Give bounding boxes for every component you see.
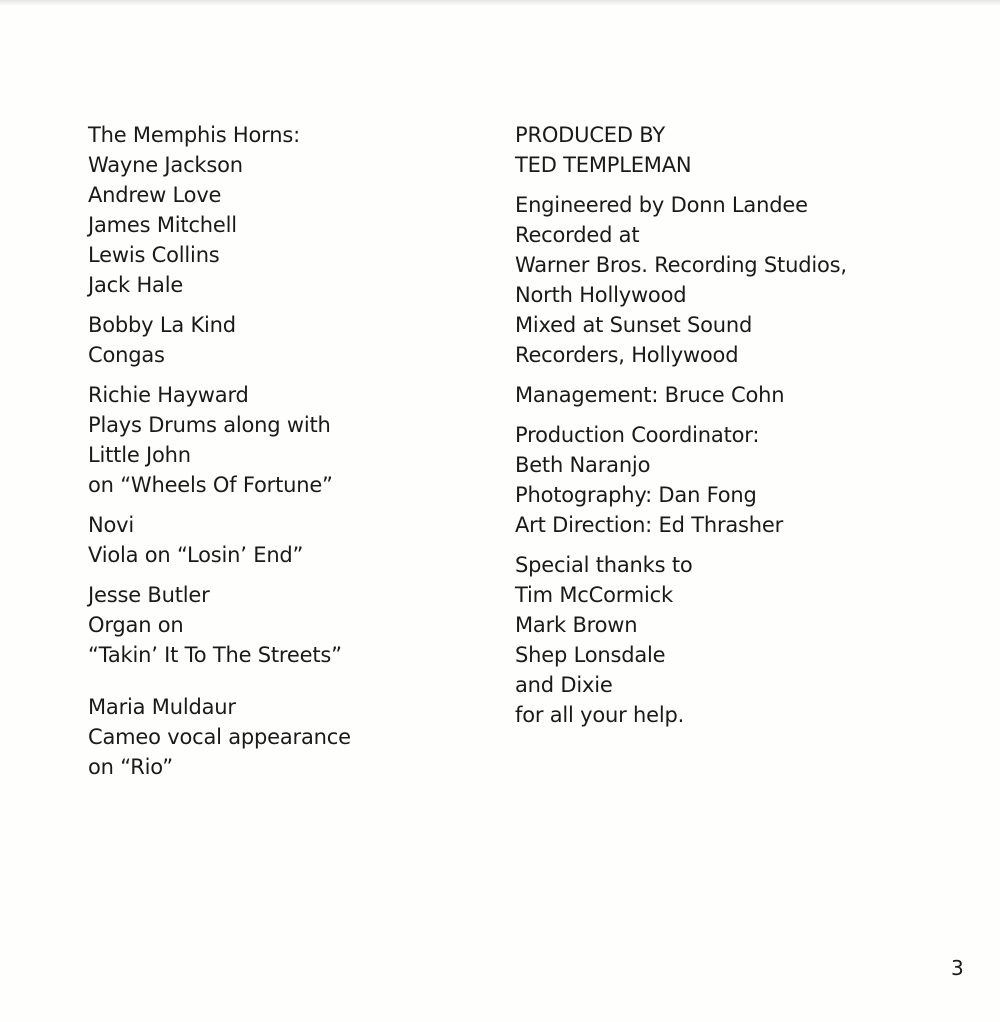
credit-line: Engineered by Donn Landee (515, 193, 808, 217)
credit-line: Art Direction: Ed Thrasher (515, 513, 784, 537)
credit-line: for all your help. (515, 703, 685, 727)
credit-line: Production Coordinator: (515, 423, 760, 447)
credit-block-bobby-la-kind (88, 310, 488, 370)
credit-line: “Takin’ It To The Streets” (88, 643, 342, 667)
credit-line: Jesse Butler (88, 583, 210, 607)
credit-block-memphis-horns (88, 120, 488, 300)
credit-line: on “Wheels Of Fortune” (88, 473, 333, 497)
credit-line: Wayne Jackson (88, 153, 243, 177)
credit-line: Maria Muldaur (88, 695, 236, 719)
credit-line: Recorded at (515, 223, 640, 247)
credit-line: Bobby La Kind (88, 313, 236, 337)
page-top-edge (0, 0, 1000, 6)
credits-left-column (88, 120, 488, 792)
credit-line: Warner Bros. Recording Studios, (515, 253, 847, 277)
credit-line: Richie Hayward (88, 383, 249, 407)
credit-block-special-thanks (515, 550, 955, 730)
credit-block-management (515, 380, 955, 410)
credit-line: Organ on (88, 613, 184, 637)
credit-line: Little John (88, 443, 191, 467)
credit-line: Jack Hale (88, 273, 184, 297)
credit-line: Management: Bruce Cohn (515, 383, 785, 407)
credit-line: Plays Drums along with (88, 413, 331, 437)
credit-block-maria-muldaur (88, 692, 488, 782)
credit-line: on “Rio” (88, 755, 173, 779)
credit-line: Novi (88, 513, 135, 537)
credit-line: The Memphis Horns: (88, 123, 300, 147)
credits-right-column (515, 120, 955, 740)
credit-block-jesse-butler (88, 580, 488, 670)
credit-line: Tim McCormick (515, 583, 673, 607)
credit-line: Special thanks to (515, 553, 693, 577)
credit-line: James Mitchell (88, 213, 237, 237)
credit-block-producer (515, 120, 955, 180)
credit-line: Beth Naranjo (515, 453, 651, 477)
credit-block-richie-hayward (88, 380, 488, 500)
page-number: 3 (951, 956, 964, 980)
credit-block-novi (88, 510, 488, 570)
credit-line: Viola on “Losin’ End” (88, 543, 304, 567)
credit-line: Mixed at Sunset Sound (515, 313, 753, 337)
credit-block-engineering (515, 190, 955, 370)
credit-line: Andrew Love (88, 183, 222, 207)
credit-line: Shep Lonsdale (515, 643, 666, 667)
credit-block-production-staff (515, 420, 955, 540)
credit-line: North Hollywood (515, 283, 687, 307)
credit-line: TED TEMPLEMAN (515, 153, 692, 177)
credit-line: PRODUCED BY (515, 123, 665, 147)
credit-line: Mark Brown (515, 613, 638, 637)
credit-line: and Dixie (515, 673, 613, 697)
credit-line: Lewis Collins (88, 243, 220, 267)
credit-line: Congas (88, 343, 165, 367)
credit-line: Recorders, Hollywood (515, 343, 739, 367)
credit-line: Cameo vocal appearance (88, 725, 351, 749)
credit-line: Photography: Dan Fong (515, 483, 757, 507)
